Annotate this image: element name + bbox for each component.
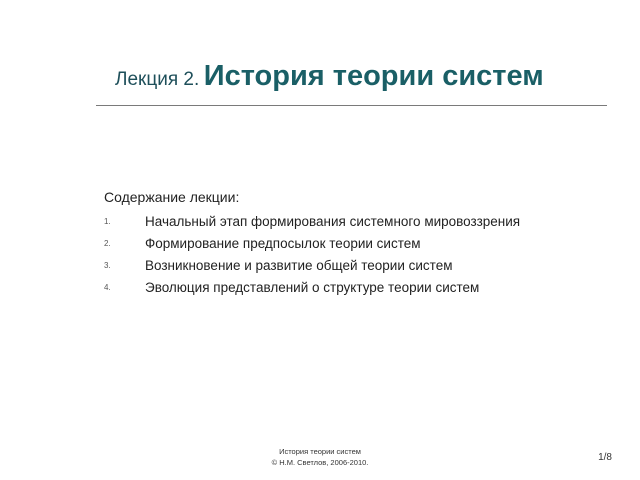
- title-prefix: Лекция 2.: [115, 69, 200, 90]
- title-main: История теории систем: [203, 60, 544, 92]
- toc-list: [104, 211, 604, 299]
- toc-item-text: Возникновение и развитие общей теории систем: [145, 258, 453, 273]
- toc-item-number: 3.: [104, 261, 111, 270]
- toc-item: [104, 255, 604, 277]
- footer-title: История теории систем: [279, 447, 361, 456]
- toc-item-number: 4.: [104, 283, 111, 292]
- toc-item-text: Эволюция представлений о структуре теории систем: [145, 280, 480, 295]
- page-number: 1/8: [598, 452, 612, 463]
- footer: [220, 446, 420, 468]
- slide-content: [104, 187, 604, 299]
- slide-title: [115, 60, 615, 100]
- content-heading: Содержание лекции:: [104, 189, 240, 205]
- toc-item-number: 1.: [104, 217, 111, 226]
- toc-item-text: Начальный этап формирования системного мировоззрения: [145, 214, 521, 229]
- toc-item-number: 2.: [104, 239, 111, 248]
- title-divider: [96, 105, 607, 106]
- toc-item: [104, 277, 604, 299]
- toc-item-text: Формирование предпосылок теории систем: [145, 236, 421, 251]
- toc-item: [104, 233, 604, 255]
- toc-item: [104, 211, 604, 233]
- footer-copyright: © Н.М. Светлов, 2006-2010.: [271, 458, 369, 467]
